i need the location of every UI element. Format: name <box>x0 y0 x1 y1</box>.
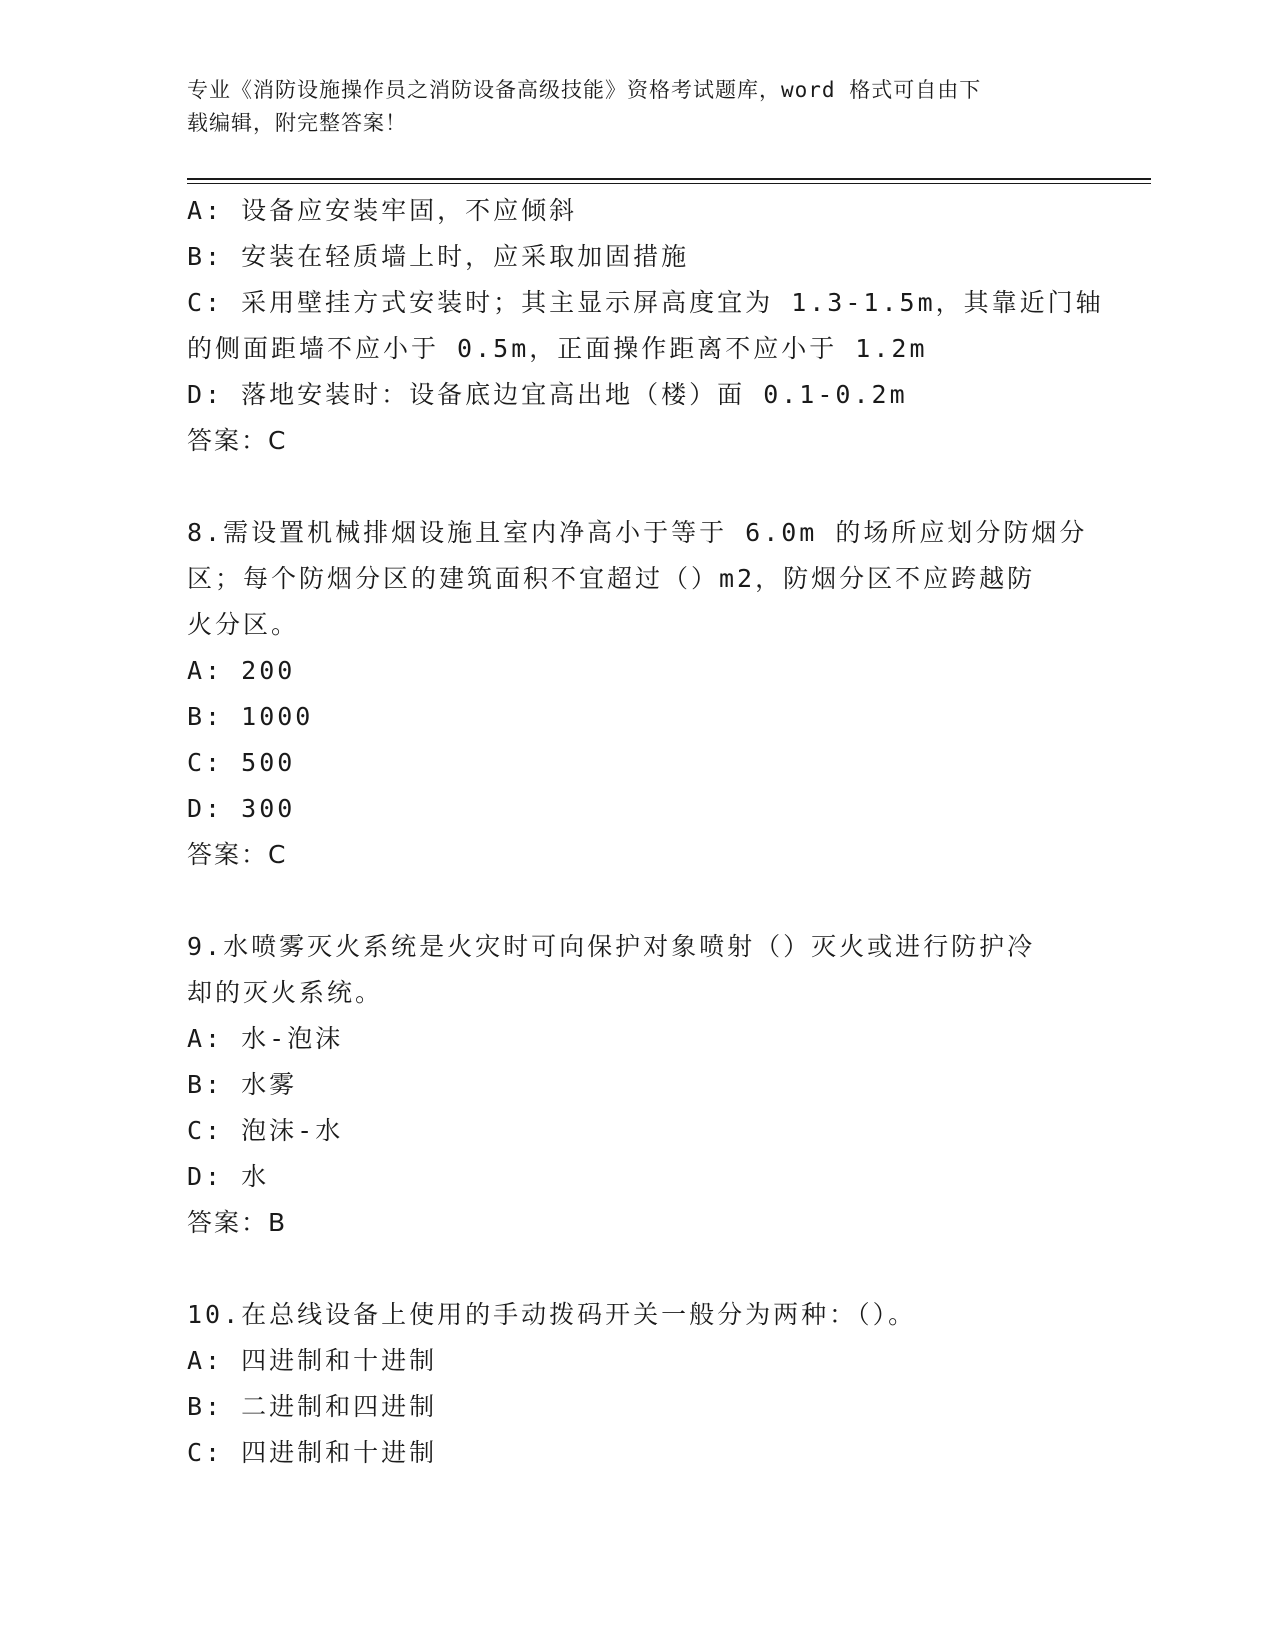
question-8 <box>187 510 1087 878</box>
question-list <box>187 188 1104 1476</box>
question-stem: 10.在总线设备上使用的手动拨码开关一般分为两种：（）。 <box>187 1300 917 1329</box>
option-a: A: 四进制和十进制 <box>187 1346 438 1375</box>
option-d: D: 水 <box>187 1162 270 1191</box>
option-b: B: 水雾 <box>187 1070 298 1099</box>
question-9 <box>187 924 1087 1246</box>
option-b: B: 1000 <box>187 702 314 731</box>
spacer <box>187 878 1087 924</box>
spacer <box>187 1246 1087 1292</box>
option-b: B: 二进制和四进制 <box>187 1392 438 1421</box>
option-c: C: 泡沫-水 <box>187 1116 344 1145</box>
spacer <box>187 464 1087 510</box>
option-b: B: 安装在轻质墙上时，应采取加固措施 <box>187 242 690 271</box>
option-d: D: 300 <box>187 794 296 823</box>
option-a: A: 200 <box>187 656 296 685</box>
question-stem-continued: 区；每个防烟分区的建筑面积不宜超过（）m2，防烟分区不应跨越防 <box>187 564 1036 593</box>
option-a: A: 水-泡沫 <box>187 1024 344 1053</box>
answer: 答案：C <box>187 426 288 455</box>
header-line-2: 载编辑，附完整答案！ <box>187 111 407 135</box>
option-c: C: 四进制和十进制 <box>187 1438 438 1467</box>
question-10 <box>187 1292 1087 1476</box>
header-rule-thick <box>187 178 1151 180</box>
answer: 答案：B <box>187 1208 288 1237</box>
question-stem-continued: 却的灭火系统。 <box>187 978 384 1007</box>
option-c: C: 500 <box>187 748 296 777</box>
document-header <box>187 74 1067 140</box>
option-d: D: 落地安装时：设备底边宜高出地（楼）面 0.1-0.2m <box>187 380 908 409</box>
question-7 <box>187 188 1104 464</box>
question-stem: 9.水喷雾灭火系统是火灾时可向保护对象喷射（）灭火或进行防护冷 <box>187 932 1036 961</box>
option-a: A: 设备应安装牢固，不应倾斜 <box>187 196 578 225</box>
question-stem-continued: 火分区。 <box>187 610 300 639</box>
question-stem: 8.需设置机械排烟设施且室内净高小于等于 6.0m 的场所应划分防烟分 <box>187 518 1088 547</box>
option-c-continued: 的侧面距墙不应小于 0.5m，正面操作距离不应小于 1.2m <box>187 334 928 363</box>
answer: 答案：C <box>187 840 288 869</box>
header-line-1: 专业《消防设施操作员之消防设备高级技能》资格考试题库，word 格式可自由下 <box>187 78 982 102</box>
option-c: C: 采用壁挂方式安装时；其主显示屏高度宜为 1.3-1.5m，其靠近门轴 <box>187 288 1104 317</box>
header-rule-thin <box>187 183 1151 184</box>
